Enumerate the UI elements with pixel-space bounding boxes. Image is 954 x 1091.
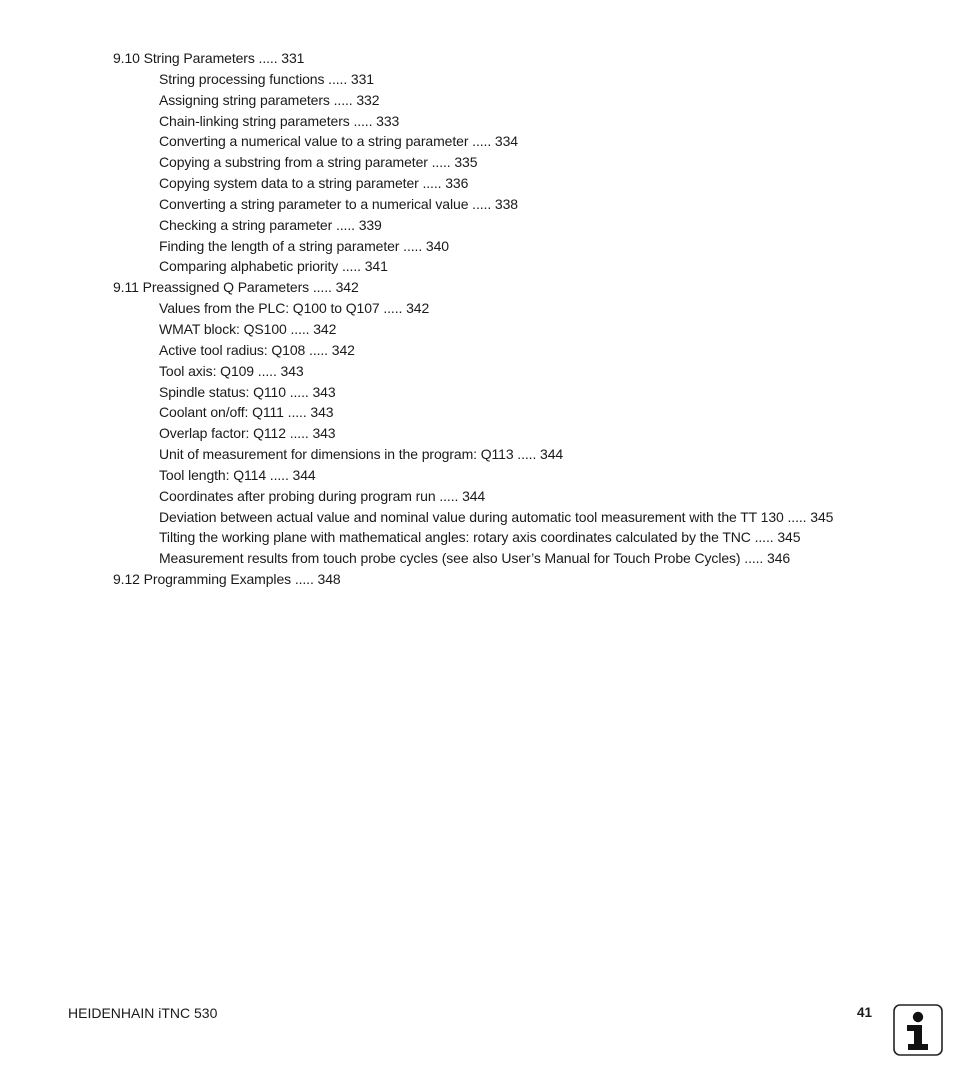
toc-subsection-entry[interactable]: Active tool radius: Q108 ..... 342 (159, 341, 355, 358)
toc-subsection-entry[interactable]: Unit of measurement for dimensions in the program: Q113 ..... 344 (159, 446, 564, 463)
toc-section-entry[interactable]: 9.10 String Parameters ..... 331 (113, 50, 305, 66)
toc-subsection-entry[interactable]: Values from the PLC: Q100 to Q107 ..... 342 (159, 300, 430, 317)
toc-subsection-entry[interactable]: Tool length: Q114 ..... 344 (159, 466, 316, 483)
toc-subsection-entry[interactable]: Assigning string parameters ..... 332 (159, 91, 380, 108)
toc-subsection-entry[interactable]: Coordinates after probing during program run ..... 344 (159, 487, 486, 504)
toc-subsection-entry[interactable]: WMAT block: QS100 ..... 342 (159, 320, 337, 337)
manual-title: HEIDENHAIN iTNC 530 (68, 1005, 218, 1021)
toc-section-entry[interactable]: 9.11 Preassigned Q Parameters ..... 342 (113, 279, 359, 296)
toc-section-entry[interactable]: 9.12 Programming Examples ..... 348 (113, 571, 341, 588)
toc-subsection-entry[interactable]: String processing functions ..... 331 (159, 70, 374, 87)
toc-subsection-entry[interactable]: Finding the length of a string parameter ..... 340 (159, 237, 449, 254)
toc-subsection-entry[interactable]: Converting a string parameter to a numerical value ..... 338 (159, 195, 518, 212)
toc-subsection-entry[interactable]: Copying system data to a string parameter ..... 336 (159, 175, 469, 192)
toc-subsection-entry[interactable]: Checking a string parameter ..... 339 (159, 216, 382, 233)
table-of-contents (113, 48, 933, 590)
toc-subsection-entry[interactable]: Overlap factor: Q112 ..... 343 (159, 425, 336, 442)
toc-subsection-entry[interactable]: Measurement results from touch probe cycles (see also User’s Manual for Touch Probe Cycles) ..... 346 (159, 550, 791, 567)
page-number: 41 (856, 1005, 872, 1020)
toc-subsection-entry[interactable]: Chain-linking string parameters ..... 333 (159, 112, 400, 129)
toc-subsection-entry[interactable]: Comparing alphabetic priority ..... 341 (159, 258, 388, 275)
toc-subsection-entry[interactable]: Tool axis: Q109 ..... 343 (159, 362, 304, 379)
toc-subsection-entry[interactable]: Tilting the working plane with mathematical angles: rotary axis coordinates calculated by the TNC ..... 345 (159, 529, 801, 546)
toc-subsection-entry[interactable]: Copying a substring from a string parameter ..... 335 (159, 154, 478, 171)
toc-subsection-entry[interactable]: Spindle status: Q110 ..... 343 (159, 383, 336, 400)
toc-subsection-entry[interactable]: Coolant on/off: Q111 ..... 343 (159, 404, 334, 421)
info-icon (893, 1004, 943, 1056)
toc-subsection-entry[interactable]: Deviation between actual value and nominal value during automatic tool measurement with the TT 130 ..... 345 (159, 508, 834, 525)
toc-subsection-entry[interactable]: Converting a numerical value to a string parameter ..... 334 (159, 133, 518, 150)
